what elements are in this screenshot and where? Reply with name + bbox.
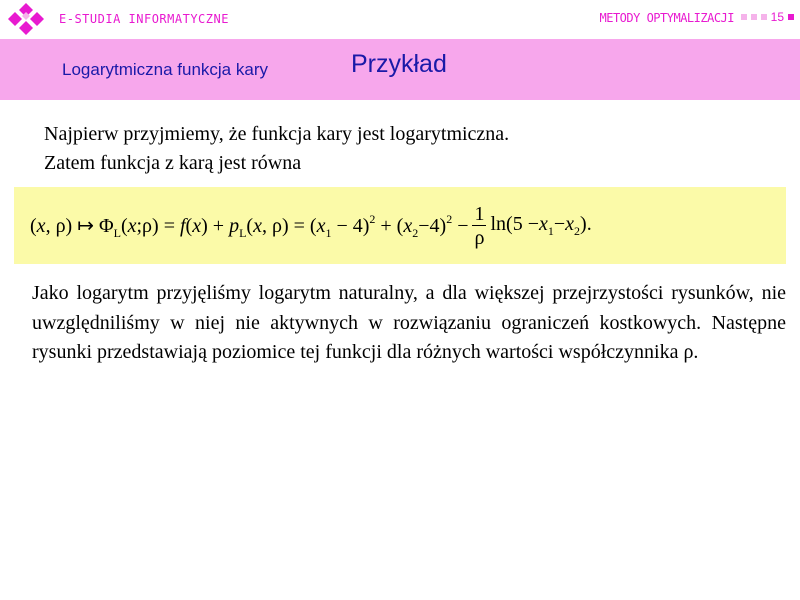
- brand-name: E-STUDIA INFORMATYCZNE: [59, 12, 229, 26]
- intro-line-1: Najpierw przyjmiemy, że funkcja kary jest logarytmiczna.: [44, 123, 510, 145]
- intro-text: [44, 120, 509, 178]
- course-title: METODY OPTYMALIZACJI: [599, 11, 734, 25]
- slide-subtitle: Logarytmiczna funkcja kary: [62, 60, 268, 79]
- intro-line-2: Zatem funkcja z karą jest równa: [44, 152, 302, 174]
- page-dot-icon: [761, 14, 767, 20]
- e-studia-logo-icon: [6, 2, 46, 38]
- page-number: 15: [770, 10, 784, 24]
- page-dot-icon: [751, 14, 757, 20]
- body-paragraph: Jako logarytm przyjęliśmy logarytm naturalny, a dla większej przejrzystości rysunków, nie uwzględniliśmy w niej nie aktywnych w rozwiązaniu ograniczeń kostkowych. Następne rysunki przedstawiają poziomice tej funkcji dla różnych wartości współczynnika ρ.: [32, 282, 786, 363]
- penalty-formula: (x, ρ) ↦ $\Phi_L(x;\rho) = f(x) + p_L(x$, $\rho) = (x_1 - 4)^2 + (x_2-4)^2$ − $\frac{1}{\rho}$ $\ln(5 -x_1-x_2)$.: [30, 202, 592, 249]
- page-dot-icon: [741, 14, 747, 20]
- page-indicator: [741, 10, 794, 24]
- page-dot-icon: [788, 14, 794, 20]
- formula-box: [14, 187, 786, 264]
- slide-title: Przykład: [351, 50, 447, 78]
